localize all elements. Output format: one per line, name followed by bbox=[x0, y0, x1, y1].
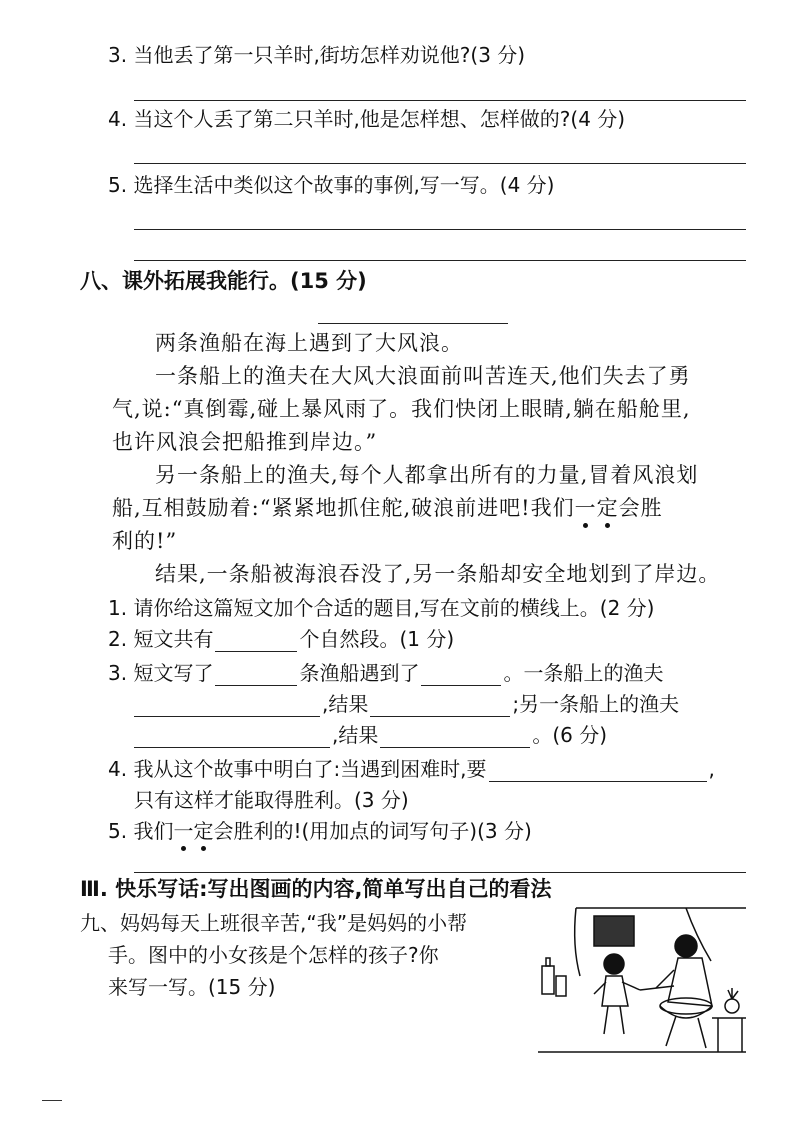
question-8-1: 1. 请你给这篇短文加个合适的题目,写在文前的横线上。(2 分) bbox=[108, 596, 655, 620]
story-paragraph-2-line-3: 也许风浪会把船推到岸边。” bbox=[112, 430, 378, 454]
question-9-line-2: 手。图中的小女孩是个怎样的孩子?你 bbox=[108, 943, 439, 967]
page-corner-mark bbox=[42, 1100, 62, 1101]
story-paragraph-4: 结果,一条船被海浪吞没了,另一条船却安全地划到了岸边。 bbox=[155, 562, 721, 586]
question-text: 5. 我们 bbox=[108, 819, 174, 843]
answer-line[interactable] bbox=[134, 872, 746, 873]
question-7-3: 3. 当他丢了第一只羊时,街坊怎样劝说他?(3 分) bbox=[108, 43, 526, 67]
answer-blank[interactable] bbox=[489, 761, 707, 782]
question-8-3-line-2 bbox=[134, 691, 679, 717]
question-8-4-line-2: 只有这样才能取得胜利。(3 分) bbox=[134, 788, 409, 812]
question-text: ;另一条船上的渔夫 bbox=[512, 692, 680, 716]
question-text: 条渔船遇到了 bbox=[299, 661, 420, 685]
question-9-line-1: 九、妈妈每天上班很辛苦,“我”是妈妈的小帮 bbox=[80, 911, 468, 935]
emphasis-dotted-char: 定 bbox=[193, 819, 214, 843]
answer-blank[interactable] bbox=[215, 665, 297, 686]
question-text: 3. 短文写了 bbox=[108, 661, 214, 685]
answer-blank[interactable] bbox=[370, 696, 510, 717]
mother-daughter-illustration bbox=[536, 906, 748, 1056]
story-text: 船,互相鼓励着:“紧紧地抓住舵,破浪前进吧!我们 bbox=[112, 496, 575, 520]
question-8-3-line-3 bbox=[134, 722, 607, 748]
question-text: 。(6 分) bbox=[532, 723, 608, 747]
question-text: ,结果 bbox=[322, 692, 369, 716]
question-7-5: 5. 选择生活中类似这个故事的事例,写一写。(4 分) bbox=[108, 173, 555, 197]
answer-blank[interactable] bbox=[215, 631, 297, 652]
question-9-line-3: 来写一写。(15 分) bbox=[108, 975, 276, 999]
emphasis-dotted-char: 定 bbox=[596, 496, 619, 520]
story-paragraph-1: 两条渔船在海上遇到了大风浪。 bbox=[155, 331, 463, 355]
answer-line[interactable] bbox=[134, 229, 746, 230]
story-paragraph-2-line-1: 一条船上的渔夫在大风大浪面前叫苦连天,他们失去了勇 bbox=[155, 364, 691, 388]
question-text: , bbox=[708, 757, 715, 781]
story-paragraph-3-line-3: 利的!” bbox=[112, 529, 178, 553]
story-paragraph-3-line-1: 另一条船上的渔夫,每个人都拿出所有的力量,冒着风浪划 bbox=[155, 463, 699, 487]
question-8-2 bbox=[108, 626, 454, 652]
story-paragraph-3-line-2 bbox=[112, 495, 663, 521]
question-text: 4. 我从这个故事中明白了:当遇到困难时,要 bbox=[108, 757, 487, 781]
question-8-5 bbox=[108, 818, 532, 844]
question-text: 个自然段。(1 分) bbox=[299, 627, 455, 651]
answer-line[interactable] bbox=[134, 260, 746, 261]
answer-line[interactable] bbox=[134, 163, 746, 164]
question-text: 。一条船上的渔夫 bbox=[503, 661, 664, 685]
question-text: 会胜利的!(用加点的词写句子)(3 分) bbox=[213, 819, 532, 843]
title-blank-line[interactable] bbox=[318, 323, 508, 324]
section-8-heading: 八、课外拓展我能行。(15 分) bbox=[80, 269, 367, 293]
answer-blank[interactable] bbox=[421, 665, 501, 686]
answer-line[interactable] bbox=[134, 100, 746, 101]
emphasis-dotted-char: 一 bbox=[574, 496, 597, 520]
question-8-3-line-1 bbox=[108, 660, 663, 686]
section-3-heading: Ⅲ. 快乐写话:写出图画的内容,简单写出自己的看法 bbox=[80, 877, 552, 901]
story-paragraph-2-line-2: 气,说:“真倒霉,碰上暴风雨了。我们快闭上眼睛,躺在船舱里, bbox=[112, 397, 691, 421]
question-text: ,结果 bbox=[332, 723, 379, 747]
question-text: 2. 短文共有 bbox=[108, 627, 214, 651]
question-7-4: 4. 当这个人丢了第二只羊时,他是怎样想、怎样做的?(4 分) bbox=[108, 107, 626, 131]
answer-blank[interactable] bbox=[134, 696, 320, 717]
story-text: 会胜 bbox=[618, 496, 663, 520]
answer-blank[interactable] bbox=[380, 727, 530, 748]
question-8-4-line-1 bbox=[108, 756, 715, 782]
emphasis-dotted-char: 一 bbox=[173, 819, 194, 843]
answer-blank[interactable] bbox=[134, 727, 330, 748]
